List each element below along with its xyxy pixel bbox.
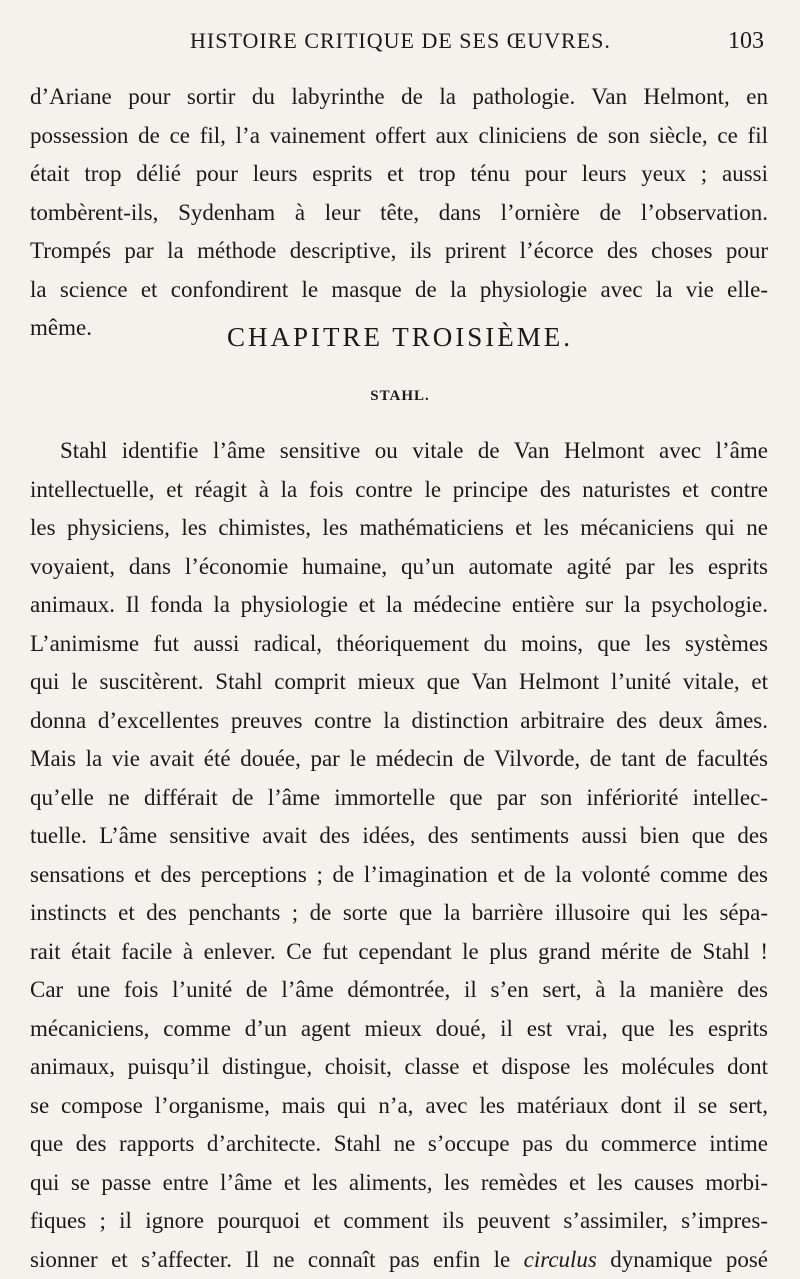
text-line: voyaient, dans l’économie humaine, qu’un automate agité par les esprits	[30, 548, 768, 587]
text-line: fiques ; il ignore pourquoi et comment ils peuvent s’assimiler, s’impres-	[30, 1202, 768, 1241]
text-line: tuelle. L’âme sensitive avait des idées, des sentiments aussi bien que des	[30, 817, 768, 856]
text-fragment: dynamique posé	[597, 1247, 768, 1272]
text-line: mécaniciens, comme d’un agent mieux doué, il est vrai, que les esprits	[30, 1010, 768, 1049]
text-line: instincts et des penchants ; de sorte que la barrière illusoire qui les sépa-	[30, 894, 768, 933]
text-line-last	[30, 1241, 768, 1279]
running-head	[0, 22, 800, 62]
text-line: animaux, puisqu’il distingue, choisit, classe et dispose les molécules dont	[30, 1048, 768, 1087]
text-line: Mais la vie avait été douée, par le médecin de Vilvorde, de tant de facultés	[30, 740, 768, 779]
text-line: qui le suscitèrent. Stahl comprit mieux que Van Helmont l’unité vitale, et	[30, 663, 768, 702]
body-paragraph	[30, 432, 768, 1279]
page-number: 103	[728, 28, 764, 55]
text-line: Car une fois l’unité de l’âme démontrée, il s’en sert, à la manière des	[30, 971, 768, 1010]
text-line: qui se passe entre l’âme et les aliments, les remèdes et les causes morbi-	[30, 1164, 768, 1203]
text-line: possession de ce fil, l’a vainement offert aux cliniciens de son siècle, ce fil	[30, 117, 768, 156]
text-line: que des rapports d’architecte. Stahl ne s’occupe pas du commerce intime	[30, 1125, 768, 1164]
chapter-heading: CHAPITRE TROISIÈME.	[0, 322, 800, 353]
text-line: Trompés par la méthode descriptive, ils prirent l’écorce des choses pour	[30, 232, 768, 271]
section-heading: STAHL.	[0, 388, 800, 405]
text-line: intellectuelle, et réagit à la fois contre le principe des naturistes et contre	[30, 471, 768, 510]
text-line: la science et confondirent le masque de la physiologie avec la vie elle-	[30, 271, 768, 310]
text-line: était trop délié pour leurs esprits et trop ténu pour leurs yeux ; aussi	[30, 155, 768, 194]
text-line: rait était facile à enlever. Ce fut cependant le plus grand mérite de Stahl !	[30, 933, 768, 972]
italic-term: circulus	[524, 1247, 597, 1272]
text-line: L’animisme fut aussi radical, théoriquement du moins, que les systèmes	[30, 625, 768, 664]
intro-paragraph	[30, 78, 768, 348]
text-line: qu’elle ne différait de l’âme immortelle que par son infériorité intellec-	[30, 779, 768, 818]
text-line: donna d’excellentes preuves contre la distinction arbitraire des deux âmes.	[30, 702, 768, 741]
running-title: HISTOIRE CRITIQUE DE SES ŒUVRES.	[190, 28, 611, 54]
text-line: tombèrent-ils, Sydenham à leur tête, dans l’ornière de l’observation.	[30, 194, 768, 233]
text-line: Stahl identifie l’âme sensitive ou vitale de Van Helmont avec l’âme	[30, 432, 768, 471]
text-line: sensations et des perceptions ; de l’imagination et de la volonté comme des	[30, 856, 768, 895]
text-line: animaux. Il fonda la physiologie et la médecine entière sur la psychologie.	[30, 586, 768, 625]
text-line: les physiciens, les chimistes, les mathématiciens et les mécaniciens qui ne	[30, 509, 768, 548]
text-line: d’Ariane pour sortir du labyrinthe de la pathologie. Van Helmont, en	[30, 78, 768, 117]
text-fragment: sionner et s’affecter. Il ne connaît pas enfin le	[30, 1247, 510, 1272]
text-line: même.	[30, 309, 768, 348]
text-line: se compose l’organisme, mais qui n’a, avec les matériaux dont il se sert,	[30, 1087, 768, 1126]
